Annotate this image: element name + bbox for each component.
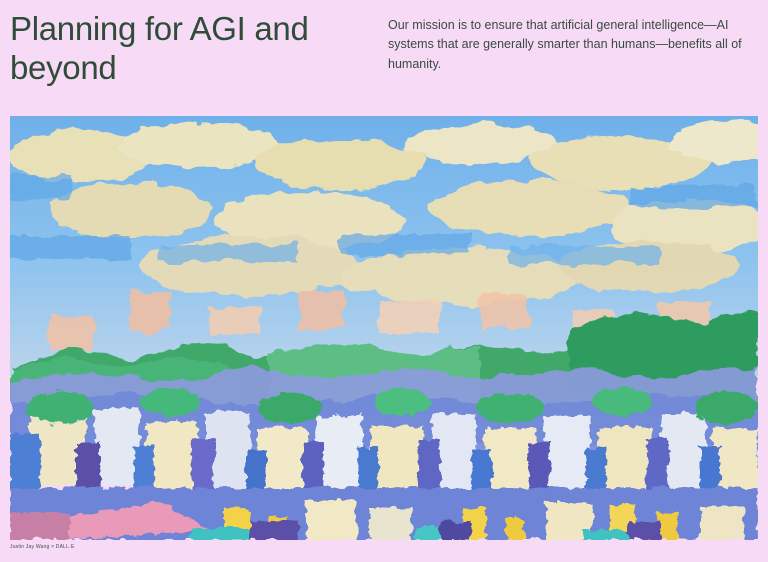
- title-column: [10, 8, 385, 88]
- page-title: Planning for AGI and beyond: [10, 10, 309, 86]
- image-credit: Justin Jay Wang × DALL·E: [10, 544, 75, 550]
- hero-image-container: [10, 116, 758, 540]
- article-header: [0, 0, 768, 110]
- hero-painting: [10, 116, 758, 540]
- mission-statement: Our mission is to ensure that artificial general intelligence—AI systems that are generally smarter than humans—benefits all of humanity.: [388, 18, 742, 71]
- mission-column: [385, 8, 746, 74]
